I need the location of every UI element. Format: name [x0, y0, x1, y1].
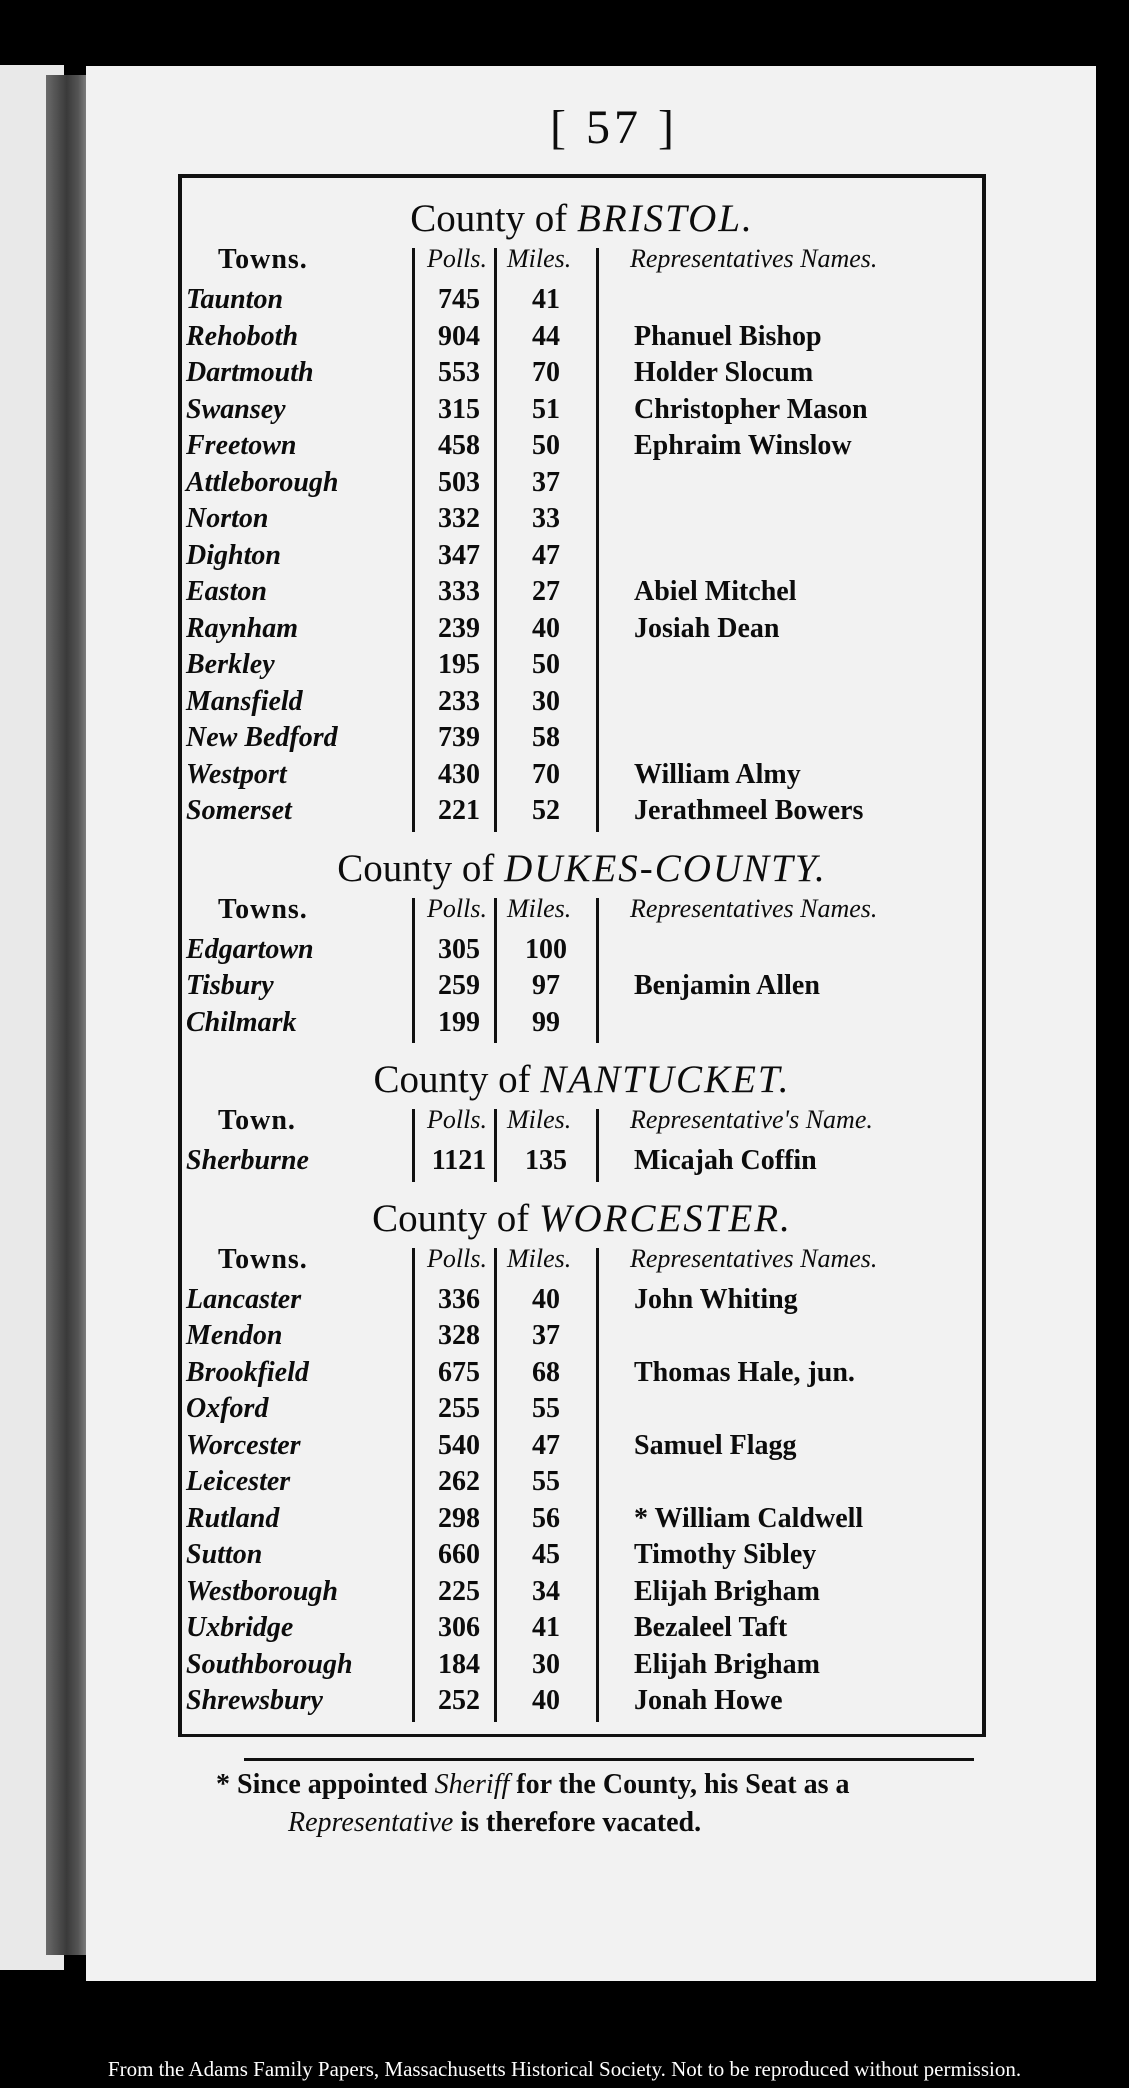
column-rule: [412, 1248, 415, 1722]
town-name: Dartmouth: [186, 357, 314, 388]
table-row: [182, 357, 982, 393]
document-page: [86, 66, 1096, 1981]
footnote-sheriff: Sheriff: [434, 1768, 510, 1800]
miles-value: 40: [532, 1685, 560, 1716]
footnote-text-1: * Since appointed: [216, 1768, 428, 1800]
table-row: [182, 649, 982, 685]
county-prefix: County of: [410, 197, 568, 240]
miles-value: 52: [532, 795, 560, 826]
town-name: Shrewsbury: [186, 1685, 323, 1716]
town-name: Lancaster: [186, 1283, 302, 1315]
representative-name: Benjamin Allen: [634, 970, 820, 1001]
credit-line: From the Adams Family Papers, Massachusetts Historical Society. Not to be reproduced without permission.: [107, 2057, 1022, 2081]
header-miles: Miles.: [507, 1243, 572, 1273]
representative-name: William Almy: [634, 758, 801, 790]
table-row: [182, 1007, 982, 1043]
representative-name: Elijah Brigham: [634, 1648, 820, 1680]
miles-value: 30: [532, 685, 560, 717]
polls-value: 315: [438, 393, 480, 425]
column-rule: [494, 248, 497, 832]
miles-value: 68: [532, 1356, 560, 1388]
county-name: DUKES-COUNTY.: [504, 846, 827, 890]
table-row: [182, 1576, 982, 1612]
town-name: Swansey: [186, 393, 286, 425]
bottom-rule: [178, 1734, 986, 1737]
polls-value: 336: [438, 1283, 480, 1315]
representative-name: Phanuel Bishop: [634, 320, 822, 352]
polls-value: 333: [438, 576, 480, 607]
column-rule: [412, 248, 415, 832]
column-rule: [494, 898, 497, 1044]
table-row: [182, 467, 982, 503]
polls-value: 1121: [431, 1145, 487, 1176]
polls-value: 503: [438, 466, 480, 498]
polls-value: 328: [438, 1320, 480, 1351]
footnote-text-2: for the County, his Seat as a: [516, 1768, 850, 1800]
miles-value: 58: [532, 722, 560, 753]
column-rule: [596, 248, 599, 832]
header-representatives: Representatives Names.: [630, 893, 878, 923]
county-name: WORCESTER.: [538, 1196, 792, 1240]
header-representatives: Representatives Names.: [630, 1243, 878, 1273]
table-row: [182, 1145, 982, 1181]
town-name: Rutland: [186, 1502, 280, 1534]
town-name: Leicester: [186, 1466, 291, 1497]
footnote-text-3: is therefore vacated.: [460, 1806, 702, 1838]
table-row: [182, 934, 982, 970]
county-title: [182, 846, 982, 891]
header-polls: Polls.: [427, 1243, 487, 1273]
polls-value: 255: [438, 1393, 480, 1424]
miles-value: 47: [532, 539, 560, 571]
polls-value: 540: [438, 1429, 480, 1461]
miles-value: 70: [532, 357, 560, 388]
representative-name: Ephraim Winslow: [634, 430, 852, 461]
table-row: [182, 540, 982, 576]
county-prefix: County of: [337, 846, 495, 890]
polls-value: 259: [438, 970, 480, 1001]
header-miles: Miles.: [507, 244, 572, 273]
town-name: Sherburne: [186, 1145, 309, 1176]
representative-name: Samuel Flagg: [634, 1429, 797, 1461]
header-miles: Miles.: [507, 1105, 572, 1134]
header-towns: Towns.: [218, 893, 308, 925]
town-name: Brookfield: [186, 1356, 309, 1388]
miles-value: 33: [532, 503, 560, 534]
table-row: [182, 795, 982, 831]
town-name: Chilmark: [186, 1006, 297, 1038]
table-row: [182, 1612, 982, 1648]
representative-name: Thomas Hale, jun.: [634, 1356, 855, 1388]
polls-value: 306: [438, 1612, 480, 1643]
miles-value: 55: [532, 1393, 560, 1424]
county-title: [182, 1196, 982, 1241]
county-title: [182, 196, 982, 241]
table-row: [182, 613, 982, 649]
county-name: BRISTOL.: [577, 197, 754, 240]
polls-value: 195: [438, 649, 480, 680]
town-name: Worcester: [186, 1429, 301, 1461]
miles-value: 51: [532, 393, 560, 425]
miles-value: 55: [532, 1466, 560, 1497]
town-name: Dighton: [186, 539, 281, 571]
miles-value: 47: [532, 1429, 560, 1461]
representative-name: Bezaleel Taft: [634, 1612, 788, 1643]
table-row: [182, 1503, 982, 1539]
table-row: [182, 284, 982, 320]
town-name: Raynham: [186, 612, 299, 644]
town-name: Attleborough: [186, 466, 339, 498]
town-name: Mendon: [186, 1320, 283, 1351]
miles-value: 70: [532, 758, 560, 790]
table-row: [182, 430, 982, 466]
miles-value: 56: [532, 1502, 560, 1534]
miles-value: 40: [532, 612, 560, 644]
town-name: Easton: [186, 576, 267, 607]
representative-name: Micajah Coffin: [634, 1145, 817, 1176]
column-rule: [596, 1109, 599, 1182]
town-name: Freetown: [186, 430, 297, 461]
footnote: [216, 1766, 1096, 1842]
polls-value: 221: [438, 795, 480, 826]
town-name: Somerset: [186, 795, 292, 826]
polls-value: 184: [438, 1648, 480, 1680]
miles-value: 37: [532, 1320, 560, 1351]
polls-value: 252: [438, 1685, 480, 1716]
town-name: Westborough: [186, 1575, 338, 1607]
county-table: [178, 174, 986, 1736]
polls-value: 675: [438, 1356, 480, 1388]
table-row: [182, 321, 982, 357]
representative-name: John Whiting: [634, 1283, 798, 1315]
town-name: Taunton: [186, 284, 284, 315]
table-row: [182, 1466, 982, 1502]
miles-value: 40: [532, 1283, 560, 1315]
representative-name: Jonah Howe: [634, 1685, 783, 1716]
town-name: Rehoboth: [186, 320, 299, 352]
representative-name: Jerathmeel Bowers: [634, 795, 864, 826]
table-row: [182, 1649, 982, 1685]
header-polls: Polls.: [427, 893, 487, 923]
miles-value: 50: [532, 649, 560, 680]
miles-value: 34: [532, 1575, 560, 1607]
table-row: [182, 1685, 982, 1721]
miles-value: 41: [532, 284, 560, 315]
polls-value: 199: [438, 1006, 480, 1038]
column-rule: [596, 1248, 599, 1722]
miles-value: 100: [525, 933, 567, 965]
town-name: Sutton: [186, 1539, 263, 1570]
table-row: [182, 1284, 982, 1320]
representative-name: Josiah Dean: [634, 612, 780, 644]
header-town: Town.: [218, 1105, 296, 1136]
miles-value: 44: [532, 320, 560, 352]
column-rule: [596, 898, 599, 1044]
representative-name: Christopher Mason: [634, 393, 868, 425]
column-rule: [494, 1109, 497, 1182]
footnote-representative: Representative: [288, 1806, 454, 1838]
town-name: Norton: [186, 503, 269, 534]
table-row: [182, 686, 982, 722]
polls-value: 553: [438, 357, 480, 388]
table-row: [182, 1357, 982, 1393]
county-prefix: County of: [373, 1058, 531, 1101]
polls-value: 332: [438, 503, 480, 534]
header-polls: Polls.: [427, 1105, 487, 1134]
representative-name: Holder Slocum: [634, 357, 814, 388]
county-title: [182, 1057, 982, 1102]
header-polls: Polls.: [427, 244, 487, 273]
miles-value: 135: [525, 1145, 567, 1176]
representative-name: * William Caldwell: [634, 1502, 864, 1534]
header-miles: Miles.: [507, 893, 572, 923]
miles-value: 97: [532, 970, 560, 1001]
column-rule: [412, 1109, 415, 1182]
polls-value: 298: [438, 1502, 480, 1534]
table-row: [182, 1430, 982, 1466]
polls-value: 430: [438, 758, 480, 790]
representative-name: Elijah Brigham: [634, 1575, 820, 1607]
miles-value: 50: [532, 430, 560, 461]
table-row: [182, 394, 982, 430]
table-row: [182, 1393, 982, 1429]
table-row: [182, 722, 982, 758]
representative-name: Abiel Mitchel: [634, 576, 797, 607]
table-row: [182, 1320, 982, 1356]
town-name: Tisbury: [186, 970, 274, 1001]
town-name: Edgartown: [186, 933, 314, 965]
town-name: Berkley: [186, 649, 275, 680]
miles-value: 45: [532, 1539, 560, 1570]
polls-value: 458: [438, 430, 480, 461]
footnote-rule: [244, 1758, 974, 1761]
town-name: New Bedford: [186, 722, 338, 753]
polls-value: 660: [438, 1539, 480, 1570]
table-row: [182, 503, 982, 539]
polls-value: 262: [438, 1466, 480, 1497]
town-name: Mansfield: [186, 685, 303, 717]
miles-value: 30: [532, 1648, 560, 1680]
header-representative: Representative's Name.: [630, 1105, 873, 1134]
polls-value: 739: [438, 722, 480, 753]
table-row: [182, 1539, 982, 1575]
representative-name: Timothy Sibley: [634, 1539, 817, 1570]
polls-value: 347: [438, 539, 480, 571]
table-row: [182, 576, 982, 612]
page-number: [ 57 ]: [550, 101, 678, 154]
miles-value: 37: [532, 466, 560, 498]
polls-value: 239: [438, 612, 480, 644]
miles-value: 27: [532, 576, 560, 607]
polls-value: 904: [438, 320, 480, 352]
county-prefix: County of: [372, 1196, 530, 1240]
miles-value: 99: [532, 1006, 560, 1038]
header-towns: Towns.: [218, 1243, 308, 1275]
town-name: Westport: [186, 758, 287, 790]
miles-value: 41: [532, 1612, 560, 1643]
polls-value: 305: [438, 933, 480, 965]
town-name: Southborough: [186, 1648, 353, 1680]
header-representatives: Representatives Names.: [630, 244, 878, 273]
town-name: Oxford: [186, 1393, 269, 1424]
table-row: [182, 970, 982, 1006]
table-row: [182, 759, 982, 795]
polls-value: 745: [438, 284, 480, 315]
column-rule: [494, 1248, 497, 1722]
town-name: Uxbridge: [186, 1612, 294, 1643]
polls-value: 233: [438, 685, 480, 717]
header-towns: Towns.: [218, 244, 308, 275]
column-rule: [412, 898, 415, 1044]
polls-value: 225: [438, 1575, 480, 1607]
county-name: NANTUCKET.: [540, 1058, 791, 1101]
